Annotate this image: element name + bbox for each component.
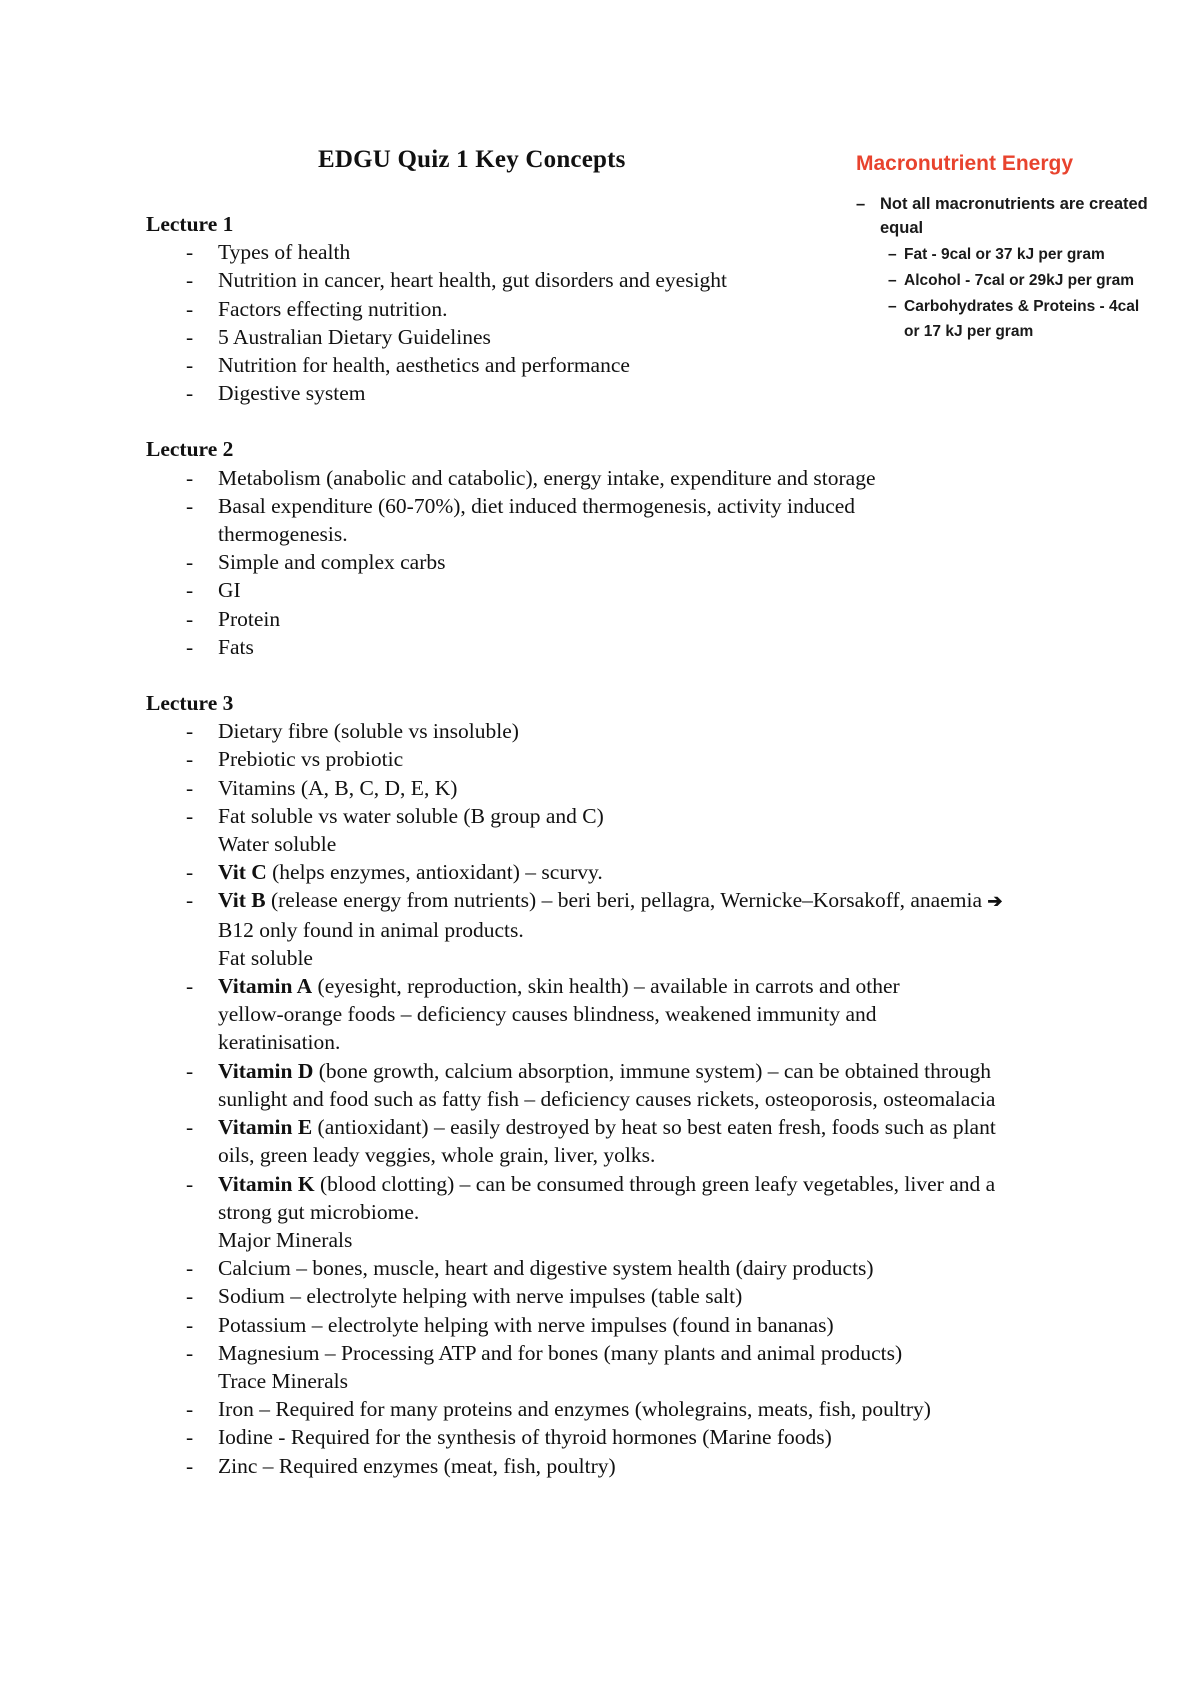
list-item: - Types of health (146, 238, 1066, 266)
lecture-3-heading: Lecture 3 (146, 691, 234, 716)
vitamin-k-lead: Vitamin K (218, 1171, 315, 1196)
list-item: - Calcium – bones, muscle, heart and digestive system health (dairy products) (146, 1254, 1066, 1282)
list-item: - Fat soluble vs water soluble (B group and C) (146, 802, 1066, 830)
macronutrient-main-point: – Not all macronutrients are created equal (854, 192, 1156, 240)
right-arrow-icon: ➔ (987, 891, 1003, 912)
list-item: - Zinc – Required enzymes (meat, fish, poultry) (146, 1452, 1066, 1480)
list-item: - Nutrition in cancer, heart health, gut disorders and eyesight (146, 266, 1066, 294)
vitamin-d-item (146, 1057, 1066, 1113)
list-item: - GI (146, 576, 1066, 604)
vitamin-a-text: (eyesight, reproduction, skin health) – available in carrots and other yellow-orange foods – deficiency causes blindness, weakened immunity and keratinisation. (218, 974, 900, 1055)
list-item: - Fats (146, 633, 1066, 661)
vitamin-b-tail: B12 only found in animal products. (218, 917, 524, 942)
vitamin-d-text: (bone growth, calcium absorption, immune system) – can be obtained through sunlight and food such as fatty fish – deficiency causes rickets, osteoporosis, osteomalacia (218, 1058, 996, 1111)
list-item: - Potassium – electrolyte helping with nerve impulses (found in bananas) (146, 1311, 1066, 1339)
vitamin-b-item (146, 886, 1066, 943)
vitamin-b-lead: Vit B (218, 888, 266, 913)
list-item: - Magnesium – Processing ATP and for bones (many plants and animal products) (146, 1339, 1066, 1367)
list-item: - Basal expenditure (60-70%), diet induced thermogenesis, activity induced thermogenesis. (146, 492, 1066, 548)
list-item: - Digestive system (146, 379, 1066, 407)
list-item: - Protein (146, 605, 1066, 633)
list-item: - Dietary fibre (soluble vs insoluble) (146, 717, 1066, 745)
vitamin-c-text: (helps enzymes, antioxidant) – scurvy. (266, 860, 603, 885)
vitamin-k-text: (blood clotting) – can be consumed through green leafy vegetables, liver and a strong gut microbiome. (218, 1171, 996, 1224)
vitamin-c-lead: Vit C (218, 860, 267, 885)
vitamin-d-lead: Vitamin D (218, 1058, 314, 1083)
list-item: - Simple and complex carbs (146, 548, 1066, 576)
list-item: - Sodium – electrolyte helping with nerve impulses (table salt) (146, 1282, 1066, 1310)
vitamin-e-item (146, 1113, 1066, 1169)
major-minerals-subheading: Major Minerals (218, 1227, 353, 1252)
vitamin-k-item (146, 1170, 1066, 1226)
water-soluble-subheading: Water soluble (218, 832, 337, 857)
macronutrient-point-fat: – Fat - 9cal or 37 kJ per gram (856, 242, 1156, 267)
macronutrient-energy-title: Macronutrient Energy (856, 152, 1074, 175)
list-item: - Prebiotic vs probiotic (146, 745, 1066, 773)
lecture-1-heading: Lecture 1 (146, 212, 234, 236)
vitamin-c-item (146, 858, 1066, 886)
list-item: - Vitamins (A, B, C, D, E, K) (146, 774, 1066, 802)
lecture-2-heading: Lecture 2 (146, 437, 234, 462)
list-item: - Iodine - Required for the synthesis of thyroid hormones (Marine foods) (146, 1423, 1066, 1451)
document-title: EDGU Quiz 1 Key Concepts (318, 146, 626, 173)
vitamin-a-item (146, 972, 1066, 1057)
list-item: - Iron – Required for many proteins and enzymes (wholegrains, meats, fish, poultry) (146, 1395, 1066, 1423)
macronutrient-point-alcohol: – Alcohol - 7cal or 29kJ per gram (856, 268, 1156, 293)
list-item: - Nutrition for health, aesthetics and performance (146, 351, 1066, 379)
list-item: - 5 Australian Dietary Guidelines (146, 323, 1066, 351)
fat-soluble-subheading: Fat soluble (218, 945, 313, 970)
list-item: - Factors effecting nutrition. (146, 295, 1066, 323)
vitamin-b-text: (release energy from nutrients) – beri beri, pellagra, Wernicke–Korsakoff, anaemia (265, 888, 988, 913)
trace-minerals-subheading: Trace Minerals (218, 1368, 348, 1393)
vitamin-e-lead: Vitamin E (218, 1115, 313, 1140)
document-body (146, 210, 1066, 1480)
list-item: - Metabolism (anabolic and catabolic), energy intake, expenditure and storage (146, 464, 1066, 492)
vitamin-a-lead: Vitamin A (218, 974, 313, 999)
macronutrient-point-carbs-proteins: – Carbohydrates & Proteins - 4cal or 17 kJ per gram (856, 294, 1156, 344)
vitamin-e-text: (antioxidant) – easily destroyed by heat so best eaten fresh, foods such as plant oils, green leady veggies, whole grain, liver, yolks. (218, 1115, 996, 1168)
